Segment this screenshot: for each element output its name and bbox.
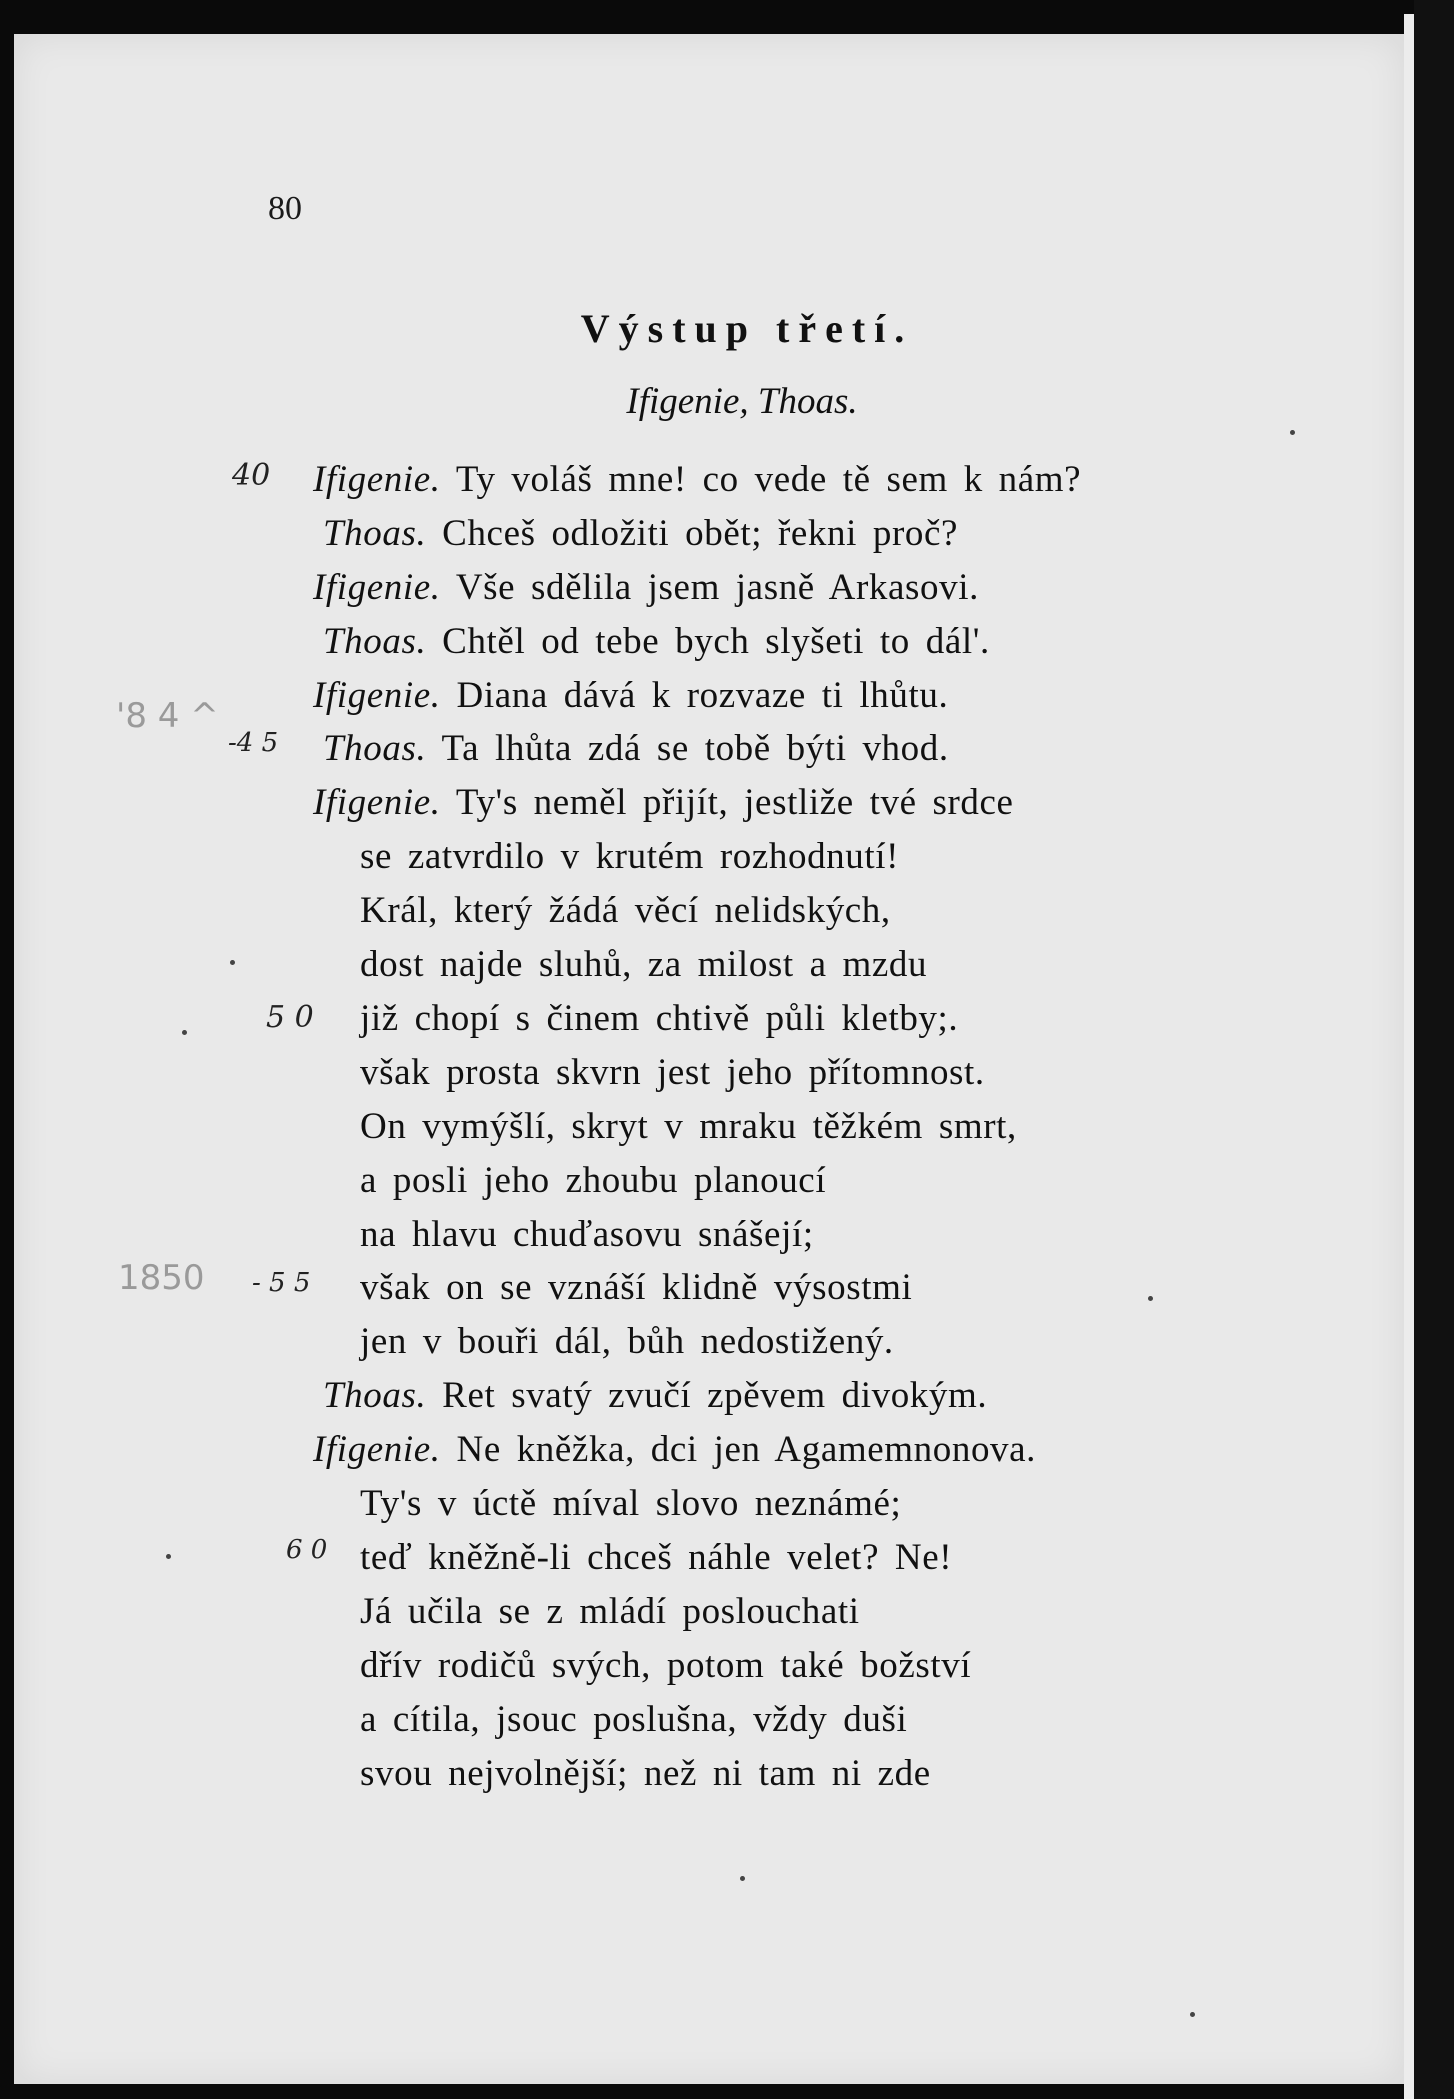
verse-number-60: 6 0	[286, 1535, 328, 1565]
verse-text: svou nejvolnější; než ni tam ni zde	[360, 1753, 931, 1794]
verse-line	[360, 1698, 907, 1741]
verse-text: Ret svatý zvučí zpěvem divokým.	[426, 1375, 988, 1416]
verse-line	[313, 458, 1081, 501]
verse-text: Diana dává k rozvaze ti lhůtu.	[440, 675, 949, 716]
verse-line	[360, 997, 958, 1040]
scan-speck	[182, 1030, 187, 1035]
scan-speck	[166, 1554, 171, 1559]
pencil-annotation: '8 4 ^	[116, 696, 219, 736]
verse-line	[360, 1644, 971, 1687]
speaker-name: Ifigenie.	[313, 1429, 441, 1470]
verse-number-50: 5 0	[266, 1000, 314, 1035]
verse-text: teď kněžně-li chceš náhle velet? Ne!	[360, 1537, 953, 1578]
verse-line	[360, 1536, 952, 1579]
scene-title: Výstup třetí.	[580, 306, 914, 351]
verse-line	[360, 835, 899, 878]
page-number: 80	[268, 190, 302, 227]
verse-text: Ty's neměl přijít, jestliže tvé srdce	[440, 782, 1014, 823]
verse-line	[360, 1482, 901, 1525]
pencil-annotation: 1850	[118, 1258, 205, 1298]
verse-number-55: - 5 5	[252, 1268, 311, 1298]
verse-text: však prosta skvrn jest jeho přítomnost.	[360, 1052, 985, 1093]
speaker-name: Ifigenie.	[313, 567, 441, 608]
verse-line	[360, 1590, 860, 1633]
verse-line	[323, 620, 990, 663]
verse-line	[360, 1266, 912, 1309]
verse-text: Vše sdělila jsem jasně Arkasovi.	[440, 567, 979, 608]
verse-line	[323, 1374, 987, 1417]
verse-line	[360, 1752, 931, 1795]
speaker-name: Thoas.	[323, 513, 427, 554]
speaker-name: Ifigenie.	[313, 459, 441, 500]
speaker-name: Ifigenie.	[313, 675, 441, 716]
speaker-name: Thoas.	[323, 621, 427, 662]
scan-speck	[1148, 1296, 1153, 1301]
verse-text: On vymýšlí, skryt v mraku těžkém smrt,	[360, 1106, 1017, 1147]
verse-text: Ty voláš mne! co vede tě sem k nám?	[440, 459, 1082, 500]
verse-text: Král, který žádá věcí nelidských,	[360, 890, 891, 931]
scan-speck	[740, 1876, 745, 1881]
verse-text: jen v bouři dál, bůh nedostižený.	[360, 1321, 894, 1362]
scan-speck	[1290, 430, 1295, 435]
verse-line	[360, 889, 891, 932]
verse-number-40: 40	[232, 458, 271, 493]
verse-text: a cítila, jsouc poslušna, vždy duši	[360, 1699, 908, 1740]
verse-text: Ty's v úctě míval slovo neznámé;	[360, 1483, 902, 1524]
speaker-name: Ifigenie.	[313, 782, 441, 823]
verse-line	[313, 1428, 1036, 1471]
verse-number-45: -4 5	[228, 728, 279, 758]
speaker-name: Thoas.	[323, 1375, 427, 1416]
verse-text: Ta lhůta zdá se tobě býti vhod.	[426, 728, 949, 769]
verse-text: Chceš odložiti obět; řekni proč?	[426, 513, 959, 554]
scene-persons: Ifigenie, Thoas.	[626, 381, 858, 422]
verse-text: dřív rodičů svých, potom také božství	[360, 1645, 972, 1686]
verse-line	[360, 1320, 894, 1363]
scan-speck	[230, 960, 235, 965]
verse-text: dost najde sluhů, za milost a mzdu	[360, 944, 928, 985]
verse-line	[360, 1159, 826, 1202]
verse-text: Chtěl od tebe bych slyšeti to dál'.	[426, 621, 990, 662]
verse-line	[323, 727, 949, 770]
verse-line	[360, 1213, 814, 1256]
verse-text: na hlavu chuďasovu snášejí;	[360, 1214, 814, 1255]
verse-line	[360, 1051, 985, 1094]
verse-text: již chopí s činem chtivě půli kletby;.	[360, 998, 959, 1039]
verse-line	[360, 943, 927, 986]
verse-line	[313, 674, 948, 717]
verse-line	[313, 566, 979, 609]
verse-text: Ne kněžka, dci jen Agamemnonova.	[440, 1429, 1037, 1470]
scan-speck	[1190, 2012, 1195, 2017]
verse-line	[323, 512, 958, 555]
verse-text: Já učila se z mládí poslouchati	[360, 1591, 860, 1632]
verse-line	[360, 1105, 1017, 1148]
verse-line	[313, 781, 1014, 824]
speaker-name: Thoas.	[323, 728, 427, 769]
verse-text: se zatvrdilo v krutém rozhodnutí!	[360, 836, 900, 877]
verse-text: však on se vznáší klidně výsostmi	[360, 1267, 913, 1308]
verse-text: a posli jeho zhoubu planoucí	[360, 1160, 827, 1201]
